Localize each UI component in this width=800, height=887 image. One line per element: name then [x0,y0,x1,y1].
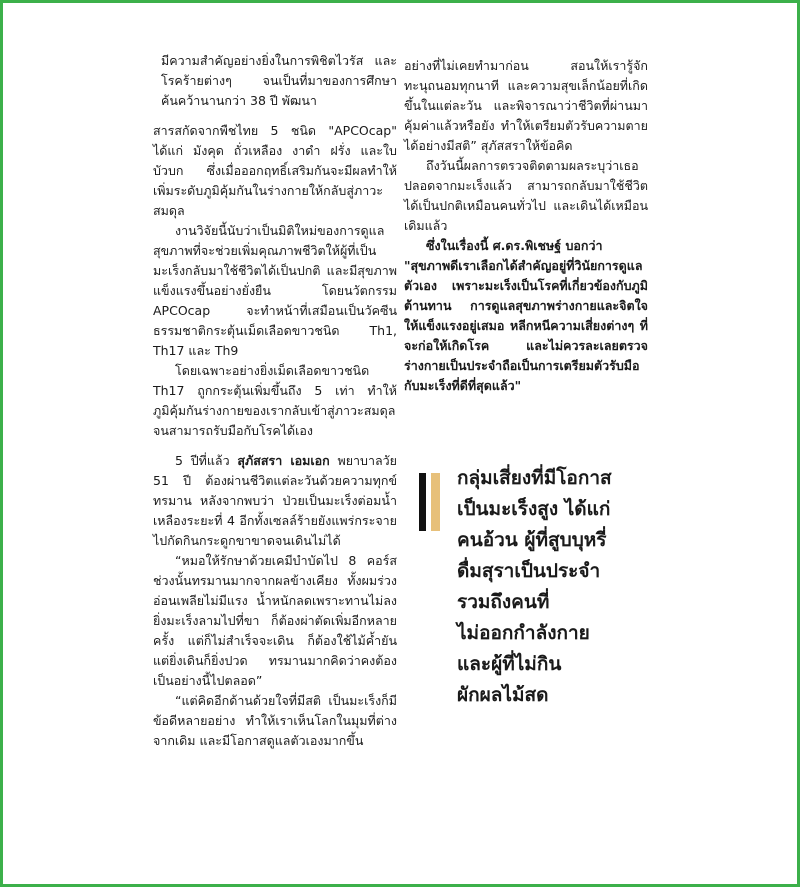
paragraph-research: งานวิจัยนี้นับว่าเป็นมิติใหม่ของการดูแลสุขภาพที่จะช่วยเพิ่มคุณภาพชีวิตให้ผู้ที่เป็นมะเร็งกลับมาใช้ชีวิตได้เป็นปกติ และมีสุขภาพแข็งแรงขึ้นอย่างยั่งยืน โดยนวัตกรรม APCOcap จะทำหน้าที่เสมือนเป็นวัคซีนธรรมชาติกระตุ้นเม็ดเลือดขาวชนิด Th1, Th17 และ Th9 [153,223,397,358]
story-prefix: 5 ปีที่แล้ว [175,453,238,468]
patient-name: สุภัสสรา เอมเอก [237,453,330,468]
callout-text [457,463,657,711]
story-rest: พยาบาลวัย 51 ปี ต้องผ่านชีวิตแต่ละวันด้วยความทุกข์ทรมาน หลังจากพบว่า ป่วยเป็นมะเร็งต่อมน้ำเหลืองระยะที่ 4 อีกทั้งเซลล์ร้ายยังแพร่กระจายไปกัดกินกระดูกขาขาดจนเดินไม่ได้ [153,453,398,548]
professor-lead: ซึ่งในเรื่องนี้ ศ.ดร.พิเชษฐ์ บอกว่า [426,238,603,253]
callout-line: คนอ้วน ผู้ที่สูบบุหรี่ [457,529,607,551]
callout-line: เป็นมะเร็งสูง ได้แก่ [457,498,611,520]
callout-line: กลุ่มเสี่ยงที่มีโอกาส [457,467,612,489]
left-column [153,51,397,751]
right-column [404,56,648,396]
callout-line: และผู้ที่ไม่กิน [457,653,562,675]
callout-line: ดื่มสุราเป็นประจำ [457,560,601,582]
paragraph-recovery: ถึงวันนี้ผลการตรวจติดตามผลระบุว่าเธอปลอดจากมะเร็งแล้ว สามารถกลับมาใช้ชีวิตได้เป็นปกติเหมือนคนทั่วไป และเดินได้เหมือนเดิมแล้ว [404,158,648,233]
callout-line: ไม่ออกกำลังกาย [457,622,590,644]
paragraph-chemo-quote: “หมอให้รักษาด้วยเคมีบำบัดไป 8 คอร์ส ช่วงนั้นทรมานมากจากผลข้างเคียง ทั้งผมร่วง อ่อนเพลียไม่มีแรง น้ำหนักลดเพราะทานไม่ลง ยิ่งมะเร็งลามไปที่ขา ก็ต้องผ่าตัดเพิ่มอีกหลายครั้ง แต่ก็ไม่สำเร็จจะเดิน ก็ต้องใช้ไม้ค้ำยัน แต่ยิ่งเดินก็ยิ่งปวด ทรมานมากคิดว่าคงต้องเป็นอย่างนี้ไปตลอด” [153,553,397,688]
paragraph-story [153,451,397,551]
paragraph-mindful-quote: “แต่คิดอีกด้านด้วยใจที่มีสติ เป็นมะเร็งก็มีข้อดีหลายอย่าง ทำให้เราเห็นโลกในมุมที่ต่างจากเดิม และมีโอกาสดูแลตัวเองมากขึ้น [153,693,397,748]
professor-quote: "สุขภาพดีเราเลือกได้สำคัญอยู่ที่วินัยการดูแลตัวเอง เพราะมะเร็งเป็นโรคที่เกี่ยวข้องกับภูมิต้านทาน การดูแลสุขภาพร่างกายและจิตใจให้แข็งแรงอยู่เสมอ หลีกหนีความเสี่ยงต่างๆ ที่จะก่อให้เกิดโรค และไม่ควรละเลยตรวจร่างกายเป็นประจำถือเป็นการเตรียมตัวรับมือกับมะเร็งที่ดีที่สุดแล้ว" [404,258,648,393]
paragraph-continuation: อย่างที่ไม่เคยทำมาก่อน สอนให้เรารู้จักทะนุถนอมทุกนาที และความสุขเล็กน้อยที่เกิดขึ้นในแต่ละวัน และพิจารณาว่าชีวิตที่ผ่านมาคุ้มค่าแล้วหรือยัง ทำให้เตรียมตัวรับความตายได้อย่างมีสติ” สุภัสสราให้ข้อคิด [404,58,648,153]
callout-black-bar [419,473,426,531]
paragraph-apcocap: สารสกัดจากพืชไทย 5 ชนิด "APCOcap" ได้แก่ มังคุด ถั่วเหลือง งาดำ ฝรั่ง และใบบัวบก ซึ่งเมื่อออกฤทธิ์เสริมกันจะมีผลทำให้เพิ่มระดับภูมิคุ้มกันในร่างกายให้กลับสู่ภาวะสมดุล [153,123,397,218]
paragraph-th17: โดยเฉพาะอย่างยิ่งเม็ดเลือดขาวชนิด Th17 ถูกกระตุ้นเพิ่มขึ้นถึง 5 เท่า ทำให้ภูมิคุ้มกันร่างกายของเรากลับเข้าสู่ภาวะสมดุลจนสามารถรับมือกับโรคได้เอง [153,363,397,438]
callout-gold-bar [431,473,440,531]
intro-paragraph: มีความสำคัญอย่างยิ่งในการพิชิตไวรัส และโรคร้ายต่างๆ จนเป็นที่มาของการศึกษาค้นคว้านานกว่า 38 ปี พัฒนา [161,53,397,108]
callout-line: รวมถึงคนที่ [457,591,550,613]
callout-line: ผักผลไม้สด [457,684,549,706]
